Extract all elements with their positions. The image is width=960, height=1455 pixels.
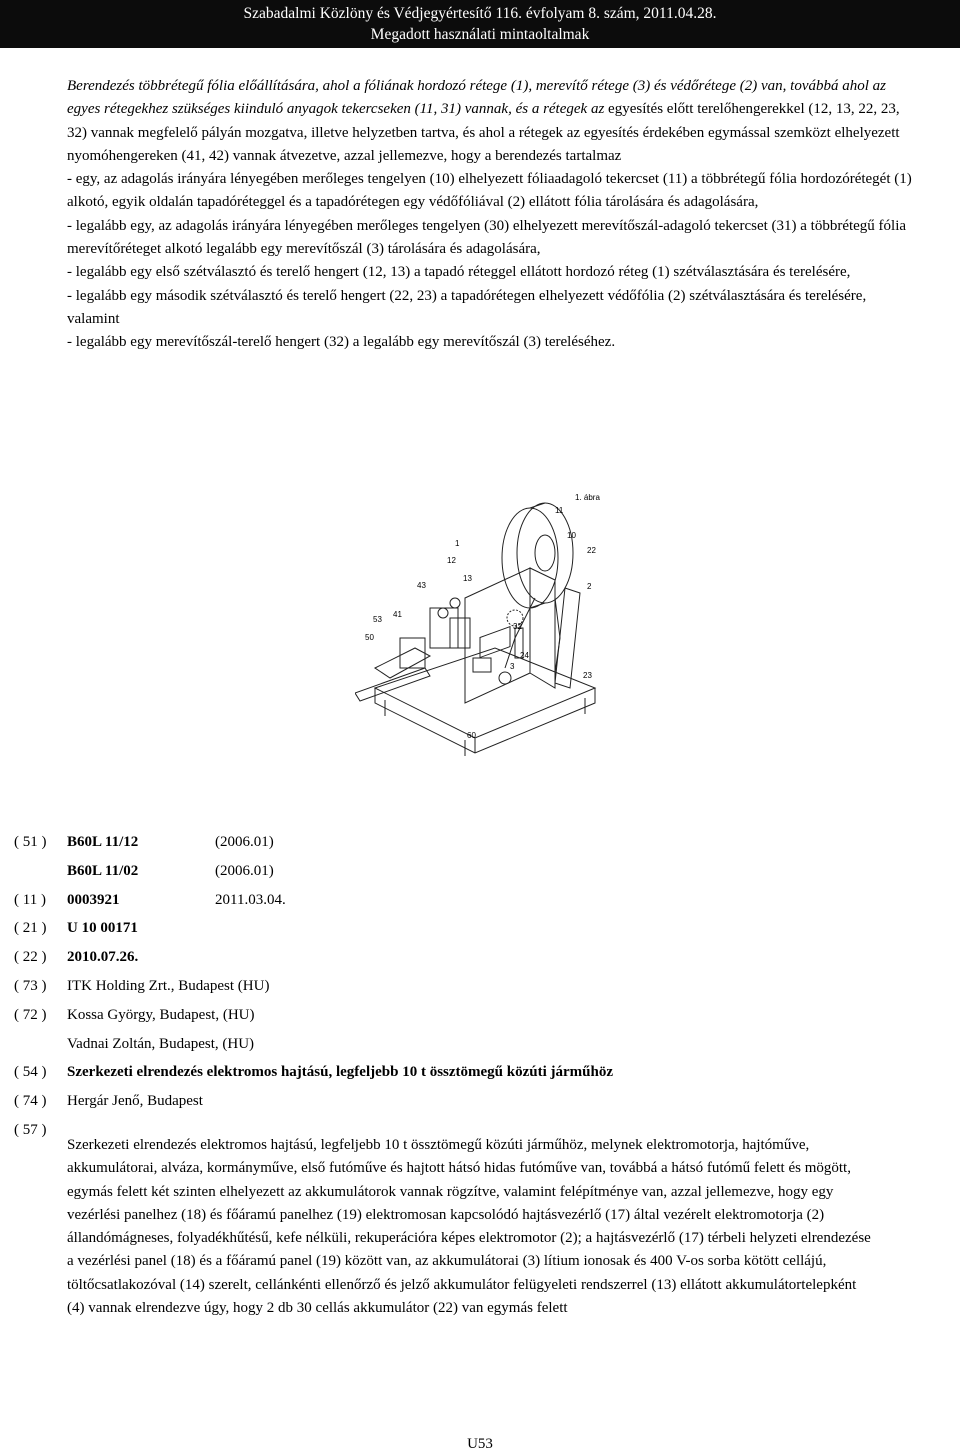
figure-label: 50 [365,633,374,642]
biblio-row [14,1005,934,1034]
figure-label: 53 [373,615,382,624]
figure-label: 12 [447,556,456,565]
biblio-row [14,918,934,947]
figure-caption: 1. ábra [575,493,600,502]
figure-label: 11 [555,506,564,515]
claim-text [67,75,917,355]
claim-item: - legalább egy második szétválasztó és terelő hengert (22, 23) a tapadórétegen elhelyezett védőfólia (2) szétválasztására és terelésére, valamint [67,287,867,327]
biblio-row [14,1062,934,1091]
biblio-row [14,1091,934,1120]
biblio-value: U 10 00171 [67,920,138,937]
figure-label: 60 [467,731,476,740]
journal-header [0,0,960,48]
biblio-row [14,890,934,919]
biblio-value: B60L 11/12 [67,834,139,850]
figure-label: 3 [510,662,515,671]
claim-item: - legalább egy, az adagolás irányára lényegében merőleges tengelyen (30) elhelyezett merevítőszál-adagoló tekercset (31) a többrétegű fólia merevítőréteget alkotó legalább egy merevítőszál (3) tárolására és adagolására, [67,217,907,258]
figure-label: 24 [520,651,529,660]
figure-label: 1 [455,539,460,548]
biblio-date: (2006.01) [215,834,274,850]
biblio-code: ( 22 ) [14,949,47,966]
abstract-text: Szerkezeti elrendezés elektromos hajtású, legfeljebb 10 t össztömegű közúti járműhöz, melynek elektromotorja, hajtóműve, akkumulátorai, alváza, kormányműve, első futóműve és hajtott hátsó hidas futóműve van, továbbá a hátsó futómű felett és mögött, egymás felett két szinten elhelyezett az akkumulátorok vannak rögzítve, valamint felépítménye van, azzal jellemezve, hogy egy vezérlési panelhez (18) és főáramú panelhez (19) elektromosan kapcsolódó hajtásvezérlő (17) által vezérelt elektromotorja (2) állandómágneses, folyadékhűtésű, kefe nélküli, rekuperációra képes elektromotor (2); a hajtásvezérlő (17) térbeli helyzeti elrendezése a vezérlési panel (18) és a főáramú panel (19) között van, az akkumulátorai (3) lítium ionosak és 400 V-os sorba kötött cellájú, töltőcsatlakozóval (14) szerelt, cellánkénti ellenőrző és jelző akkumulátor felügyeleti rendszerrel (13) ellátott akkumulátortelepként (4) vannak elrendezve úgy, hogy 2 db 30 cellás akkumulátor (22) van egymás felett [67,1137,871,1317]
biblio-code: ( 73 ) [14,977,47,994]
figure-label: 23 [583,671,592,680]
claim-item: - egy, az adagolás irányára lényegében merőleges tengelyen (10) elhelyezett fóliaadagoló tekercset (11) a többrétegű fólia hordozórétegét (1) alkotó, egyik oldalán tapadóréteggel és a tapadórétegen egy védőfóliával (2) ellátott fólia tárolására és adagolására, [67,171,912,211]
technical-drawing [355,488,625,758]
biblio-value: ITK Holding Zrt., Budapest (HU) [67,977,270,994]
figure-label: 41 [393,610,402,619]
biblio-value: Kossa György, Budapest, (HU) [67,1006,255,1023]
biblio-code: ( 11 ) [14,891,46,908]
figure-label: 22 [587,546,596,555]
claim-body: egyesítés előtt terelőhengerekkel (12, 13, 22, 23, 32) vannak megfelelő pályán mozgatva, illetve helyzetben tartva, és ahol a rétegek az egyesítés érdekében egymással szemközt elhelyezett nyomóhengereken (41, 42) vannak átvezetve, azzal jellemezve, hogy a berendezés tartalmaz [67,101,900,164]
section-title: Megadott használati mintaoltalmak [370,26,590,43]
claim-item: - legalább egy merevítőszál-terelő hengert (32) a legalább egy merevítőszál (3) tereléséhez. [67,334,616,351]
figure-label: 43 [417,581,426,590]
journal-title: Szabadalmi Közlöny és Védjegyértesítő 116. évfolyam 8. szám, 2011.04.28. [243,5,717,22]
claim-intro: Berendezés többrétegű fólia előállítására, ahol a fóliának hordozó rétege (1), merevítő rétege (3) és védőrétege (2) van, továbbá ahol az egyes rétegekhez szükséges kiinduló anyagok tekercseken (11, 31) vannak, és a rétegek az [67,78,886,118]
invention-title: Szerkezeti elrendezés elektromos hajtású, legfeljebb 10 t össztömegű közúti járműhöz [67,1064,614,1081]
biblio-value: 0003921 [67,891,120,908]
figure-label: 32 [513,622,522,631]
biblio-code: ( 74 ) [14,1093,47,1110]
roller-block [430,608,458,648]
claim-item: - legalább egy első szétválasztó és terelő hengert (12, 13) a tapadó réteggel ellátott hordozó réteg (1) szétválasztására és terelésére, [67,264,851,281]
figure-label: 13 [463,574,472,583]
biblio-row [14,832,934,861]
biblio-row [14,1034,934,1063]
biblio-code: ( 57 ) [14,1121,47,1138]
biblio-value: Hergár Jenő, Budapest [67,1093,203,1110]
biblio-value: Vadnai Zoltán, Budapest, (HU) [67,1035,255,1052]
biblio-row [14,861,934,890]
biblio-code: ( 54 ) [14,1064,47,1081]
biblio-value: 2010.07.26. [67,949,139,966]
base-frame-top [375,648,595,738]
base-frame-side [375,688,595,753]
biblio-row [14,947,934,976]
biblio-value: B60L 11/02 [67,862,139,879]
housing-front [465,568,530,703]
machine-drawing [355,488,625,758]
bibliographic-data [14,832,934,1149]
biblio-row [14,976,934,1005]
biblio-date: (2006.01) [215,862,274,879]
figure-label: 10 [567,531,576,540]
biblio-code: ( 72 ) [14,1006,47,1023]
page-number: U53 [467,1436,493,1452]
biblio-code: ( 21 ) [14,920,47,937]
tape-outlet [375,648,430,678]
figure-label: 2 [587,582,592,591]
biblio-code: ( 51 ) [14,834,47,850]
biblio-date: 2011.03.04. [215,891,286,908]
